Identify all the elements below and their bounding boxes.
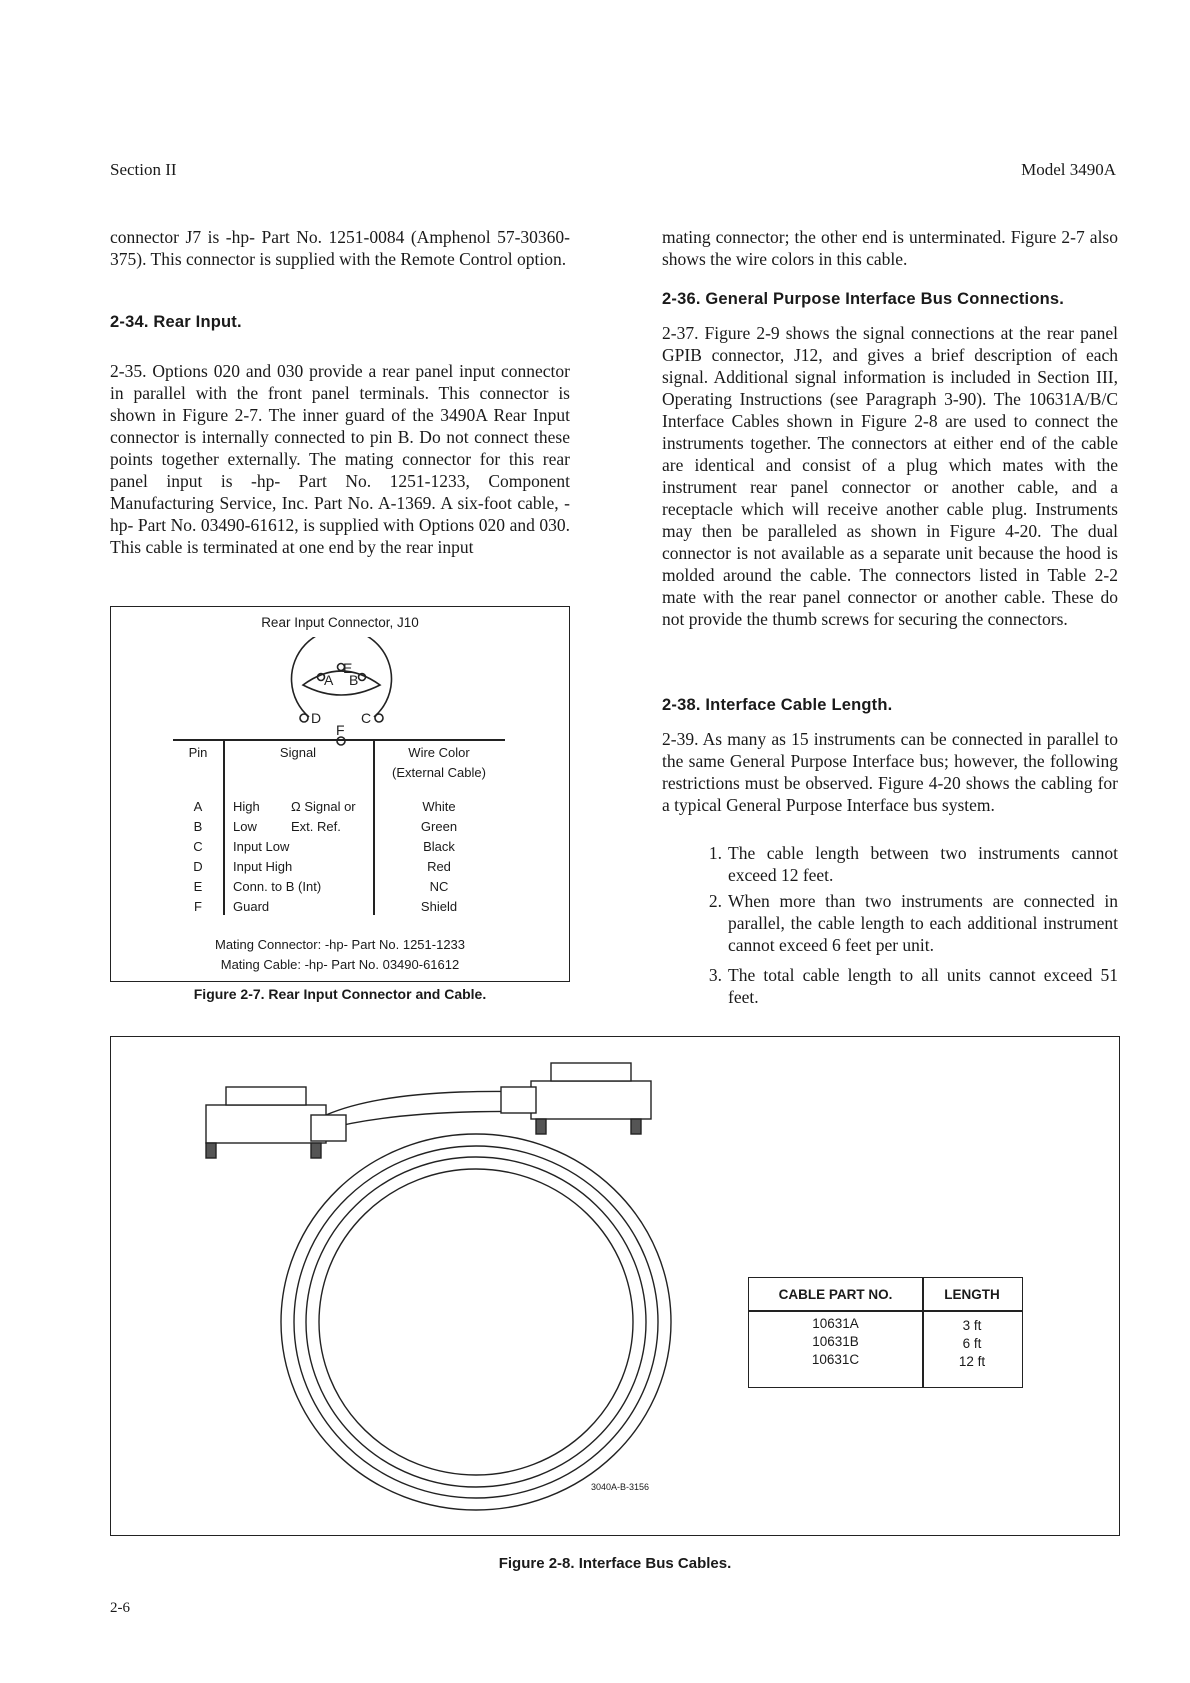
wire-cell: White [422, 799, 456, 814]
signal-cell: High [233, 799, 260, 814]
drawing-code: 3040A-B-3156 [591, 1482, 650, 1492]
col-pin: Pin [188, 745, 208, 760]
paragraph-2-35: 2-35. Options 020 and 030 provide a rear panel input connector in parallel with the front panel terminals. This connector is shown in Figure 2-7. The inner guard of the 3490A Rear Input connector is internally connected to pin B. Do not connect these points together externally. The mating connector for this rear panel input is -hp- Part No. 1251-1233, Component Manufacturing Service, Inc. Part No. A-1369. A six-foot cable, -hp- Part No. 03490-61612, is supplied with Options 020 and 030. This cable is terminated at one end by the rear input [110, 361, 570, 557]
cable-coil-outer [281, 1134, 671, 1510]
heading-2-36: 2-36. General Purpose Interface Bus Connections. [662, 290, 1065, 308]
cable-length: 6 ft [962, 1336, 982, 1351]
wire-cell: Black [423, 839, 455, 854]
mating-cable: Mating Cable: -hp- Part No. 03490-61612 [220, 957, 460, 972]
signal-cell: Input Low [233, 839, 290, 854]
list-item: 2. When more than two instruments are connected in parallel, the cable length to each additional instrument cannot exceed 6 feet per unit. [708, 891, 1118, 955]
part-number: 10631A [812, 1316, 859, 1331]
cable-length: 3 ft [962, 1318, 982, 1333]
col-length: LENGTH [944, 1287, 1000, 1302]
part-number: 10631B [812, 1334, 859, 1349]
mating-connector: Mating Connector: -hp- Part No. 1251-1233 [214, 937, 466, 952]
pin-cell: C [193, 839, 203, 854]
right-connector-hood [531, 1081, 651, 1119]
cable-length: 12 ft [958, 1354, 986, 1369]
cable-part-table [748, 1277, 1023, 1388]
pin-cell: F [194, 899, 202, 914]
list-item: 3. The total cable length to all units cannot exceed 51 feet. [708, 965, 1118, 1007]
part-number: 10631C [811, 1352, 860, 1367]
pin-a-label: A [324, 672, 334, 688]
signal-cell: Guard [233, 899, 270, 914]
wire-cell: Green [420, 819, 458, 834]
figure-2-8-box [110, 1036, 1120, 1536]
paragraph-2-39: 2-39. As many as 15 instruments can be connected in parallel to the same General Purpose Interface bus; however, the following restrictions must be observed. Figure 4-20 shows the cabling for a typical General Purpose Interface bus system. [662, 729, 1118, 815]
connector-title: Rear Input Connector, J10 [261, 615, 419, 630]
section-label: Section II [110, 160, 177, 179]
signal-cell: Input High [233, 859, 293, 874]
signal-cell: Low [233, 819, 257, 834]
pin-cell: D [193, 859, 203, 874]
heading-2-38: 2-38. Interface Cable Length. [662, 696, 893, 714]
list-item: 1. The cable length between two instruments cannot exceed 12 feet. [708, 843, 1118, 885]
key-oval [303, 671, 380, 695]
model-label: Model 3490A [1021, 160, 1116, 179]
col-cable-part: CABLE PART NO. [778, 1287, 893, 1302]
wire-cell: Shield [420, 899, 458, 914]
pin-c-label: C [361, 710, 372, 726]
intro-paragraph: connector J7 is -hp- Part No. 1251-0084 (Amphenol 57-30360-375). This connector is supplied with the Remote Control option. [110, 227, 570, 269]
brace-note-1: Ω Signal or [291, 799, 356, 814]
col-wire-sub: (External Cable) [392, 765, 486, 780]
right-top-paragraph: mating connector; the other end is unterminated. Figure 2-7 also shows the wire colors in this cable. [662, 227, 1118, 269]
wire-cell: NC [429, 879, 449, 894]
pin-b-label: B [349, 672, 359, 688]
page-number: 2-6 [110, 1600, 130, 1616]
pin-cell: E [193, 879, 203, 894]
wire-cell: Red [427, 859, 451, 874]
pin-d-label: D [311, 710, 322, 726]
pin-cell: B [193, 819, 203, 834]
pin-f-label: F [336, 722, 345, 738]
heading-2-34: 2-34. Rear Input. [110, 313, 242, 331]
figure-2-8-caption: Figure 2-8. Interface Bus Cables. [498, 1555, 732, 1572]
pin-e-label: E [343, 660, 353, 676]
col-signal: Signal [279, 745, 317, 760]
pin-cell: A [193, 799, 203, 814]
figure-2-7-caption: Figure 2-7. Rear Input Connector and Cable. [193, 986, 487, 1002]
paragraph-2-37: 2-37. Figure 2-9 shows the signal connections at the rear panel GPIB connector, J12, and gives a brief description of each signal. Additional signal information is included in Section III, Operating Instructions (see Paragraph 3-90). The 10631A/B/C Interface Cables shown in Figure 2-8 are used to connect the instruments together. The connectors at either end of the cable are identical and consist of a plug which mates with the instrument rear panel connector or another cable, and a receptacle which will receive another cable plug. Instruments may then be paralleled as shown in Figure 4-20. The dual connector is not available as a separate unit because the hood is molded around the cable. The connectors listed in Table 2-2 mate with the rear panel connector or another cable. These do not provide the thumb screws for securing the connectors. [662, 323, 1118, 629]
signal-cell: Conn. to B (Int) [233, 879, 322, 894]
left-connector-hood [206, 1105, 326, 1143]
figure-2-7-box [110, 606, 570, 982]
connector-outline [292, 637, 392, 717]
brace-note-2: Ext. Ref. [291, 819, 341, 834]
col-wire: Wire Color [408, 745, 470, 760]
